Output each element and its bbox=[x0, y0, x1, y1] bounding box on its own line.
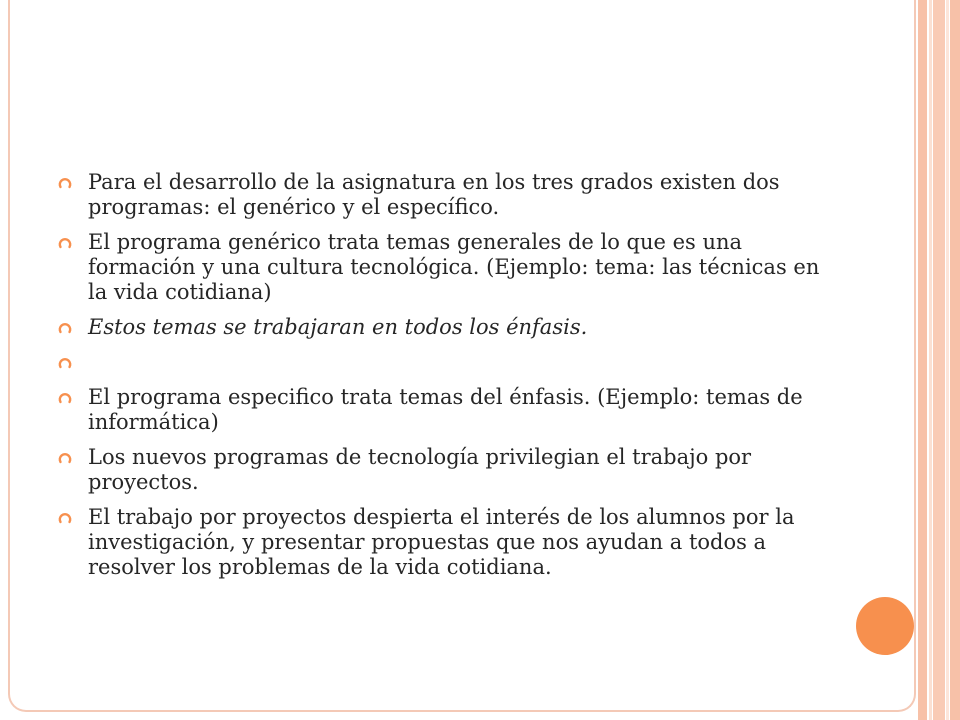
decorative-stripe bbox=[933, 0, 945, 720]
orange-ring-bullet-icon bbox=[58, 391, 72, 405]
decorative-stripe bbox=[918, 0, 927, 720]
orange-ring-bullet-icon bbox=[58, 451, 72, 465]
bullet-item bbox=[58, 230, 828, 305]
bullet-text: El trabajo por proyectos despierta el interés de los alumnos por la investigación, y presentar propuestas que nos ayudan a todos a resolver los problemas de la vida cotidiana. bbox=[88, 505, 795, 579]
orange-ring-bullet-icon bbox=[58, 356, 72, 370]
bullet-list bbox=[58, 170, 828, 580]
orange-circle-accent bbox=[856, 597, 914, 655]
bullet-text: Para el desarrollo de la asignatura en los tres grados existen dos programas: el genérico y el específico. bbox=[88, 170, 780, 219]
orange-ring-bullet-icon bbox=[58, 511, 72, 525]
bullet-text: Estos temas se trabajaran en todos los énfasis. bbox=[88, 315, 588, 339]
decorative-stripe bbox=[950, 0, 960, 720]
bullet-item bbox=[58, 170, 828, 220]
bullet-item-empty bbox=[58, 350, 828, 375]
bullet-item bbox=[58, 505, 828, 580]
bullet-item bbox=[58, 445, 828, 495]
decorative-stripe bbox=[946, 0, 949, 720]
decorative-stripe bbox=[929, 0, 932, 720]
orange-ring-bullet-icon bbox=[58, 176, 72, 190]
bullet-text: El programa especifico trata temas del énfasis. (Ejemplo: temas de informática) bbox=[88, 385, 803, 434]
bullet-item bbox=[58, 385, 828, 435]
bullet-text: El programa genérico trata temas generales de lo que es una formación y una cultura tecnológica. (Ejemplo: tema: las técnicas en la vida cotidiana) bbox=[88, 230, 820, 304]
bullet-item bbox=[58, 315, 828, 340]
bullet-text: Los nuevos programas de tecnología privilegian el trabajo por proyectos. bbox=[88, 445, 752, 494]
slide-body bbox=[58, 170, 828, 590]
orange-ring-bullet-icon bbox=[58, 236, 72, 250]
orange-ring-bullet-icon bbox=[58, 321, 72, 335]
